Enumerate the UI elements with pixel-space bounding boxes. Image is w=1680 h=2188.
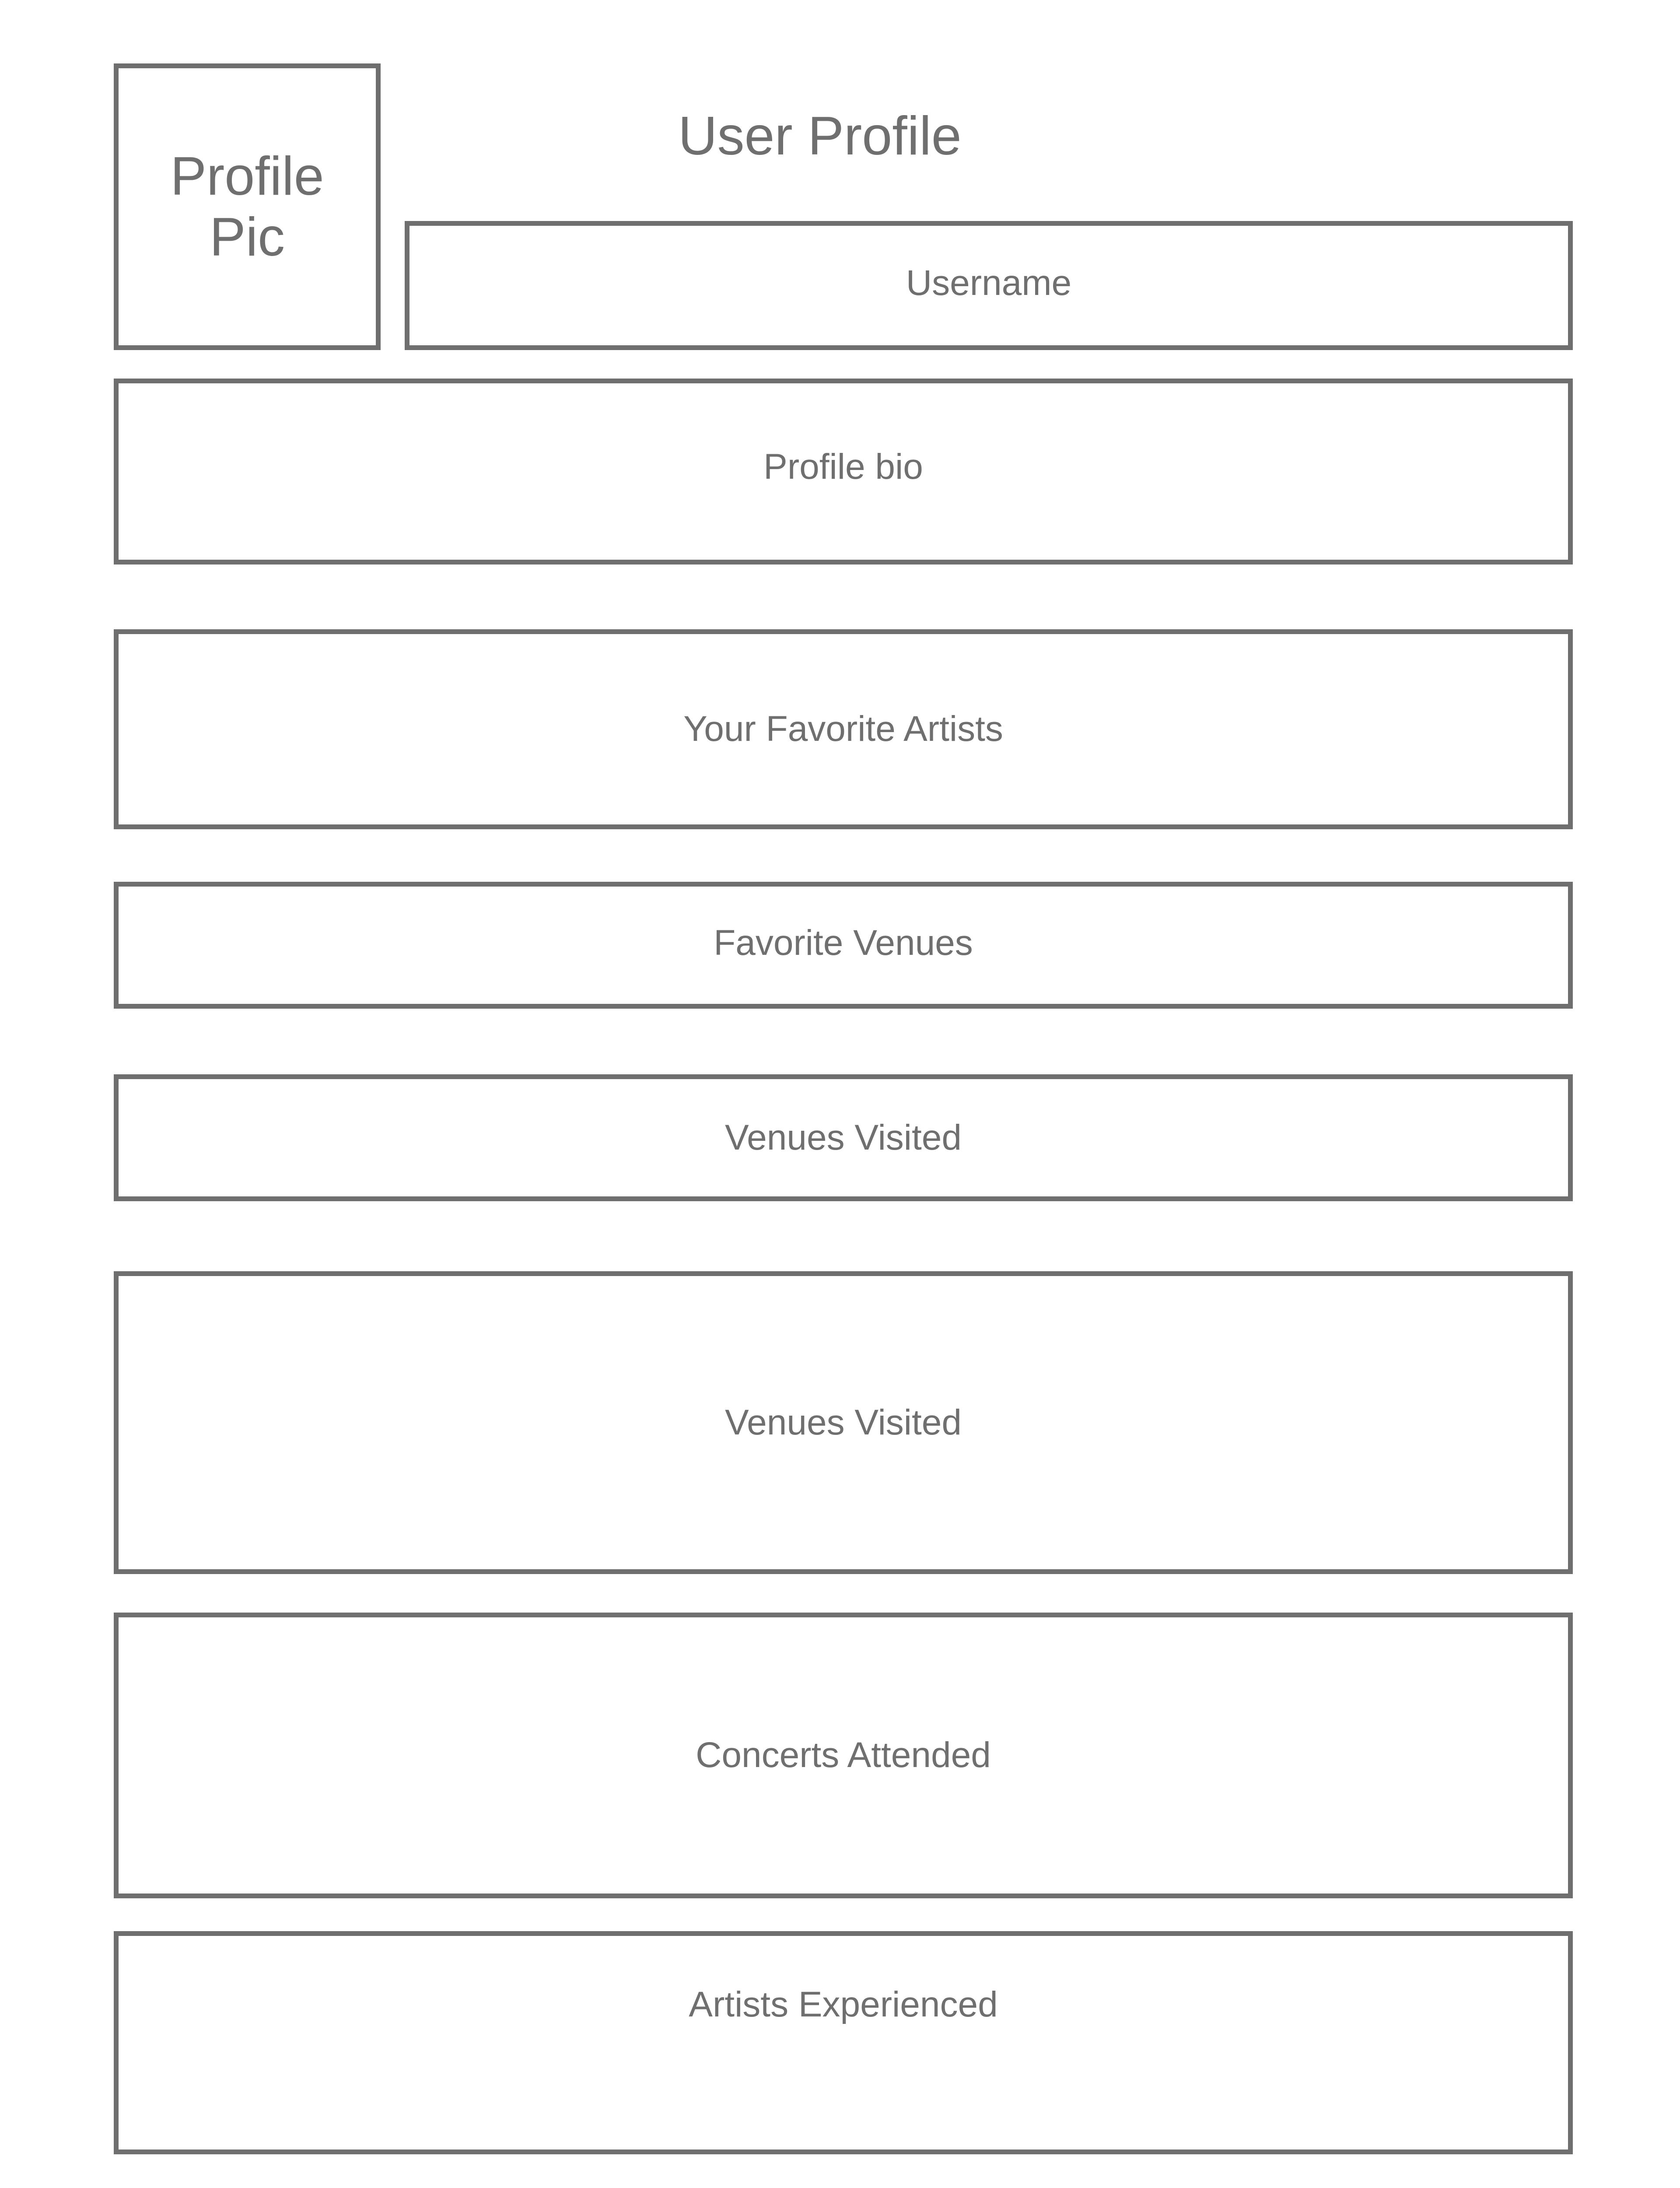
concerts-attended-section[interactable] [114,1613,1573,1898]
profile-bio-label: Profile bio [763,447,923,487]
username-field[interactable] [405,221,1573,350]
venues-visited-label: Venues Visited [724,1117,962,1157]
page-title: User Profile [678,106,962,166]
profile-pic[interactable] [114,63,381,350]
venues-visited-section[interactable] [114,1074,1573,1201]
artists-experienced-section[interactable] [114,1931,1573,2154]
venues-visited-label-2: Venues Visited [724,1402,962,1442]
favorite-artists-section[interactable] [114,629,1573,829]
favorite-artists-label: Your Favorite Artists [683,709,1003,749]
concerts-attended-label: Concerts Attended [696,1735,991,1775]
username-label: Username [906,263,1072,303]
venues-visited-section-2[interactable] [114,1271,1573,1574]
profile-pic-label: Profile Pic [170,146,324,267]
favorite-venues-label: Favorite Venues [714,922,973,963]
artists-experienced-label: Artists Experienced [689,1985,998,2024]
profile-bio-field[interactable] [114,379,1573,565]
favorite-venues-section[interactable] [114,882,1573,1009]
